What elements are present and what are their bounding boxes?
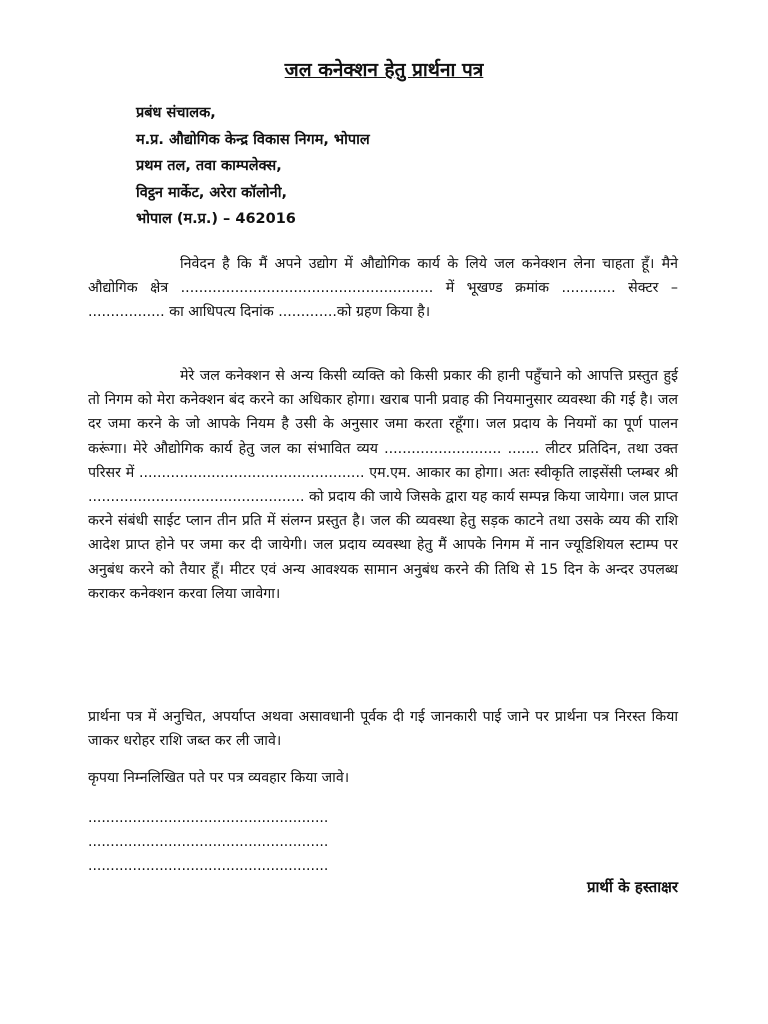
recipient-address <box>136 100 370 233</box>
blank-line-3: ...................................................... <box>88 858 329 874</box>
address-line-floor: प्रथम तल, तवा काम्पलेक्स, <box>136 158 282 174</box>
blank-line-2: ...................................................... <box>88 834 329 850</box>
address-line-designation: प्रबंध संचालक, <box>136 105 216 121</box>
applicant-address-blanks <box>88 806 328 878</box>
applicant-signature-label: प्रार्थी के हस्ताक्षर <box>587 878 678 896</box>
letter-title: जल कनेक्शन हेतु प्रार्थना पत्र <box>284 59 484 81</box>
paragraph-request: निवेदन है कि मैं अपने उद्योग में औद्योगिक कार्य के लिये जल कनेक्शन लेना चाहता हूँ। मैने औद्योगिक क्षेत्र ........................................................ में भूखण्ड क्रमांक ............ सेक्टर – ................. का आधिपत्य दिनांक .............को ग्रहण किया है। <box>88 256 678 321</box>
address-line-organization: म.प्र. औद्योगिक केन्द्र विकास निगम, भोपाल <box>136 131 370 148</box>
paragraph-terms: मेरे जल कनेक्शन से अन्य किसी व्यक्ति को किसी प्रकार की हानी पहुँचाने को आपत्ति प्रस्तुत हुई तो निगम को मेरा कनेक्शन बंद करने का अधिकार होगा। खराब पानी प्रवाह की नियमानुसार व्यवस्था की गई है। जल दर जमा करने के जो आपके नियम है उसी के अनुसार जमा करता रहूँगा। जल प्रदाय के नियमों का पूर्ण पालन करूंगा। मेरे औद्योगिक कार्य हेतु जल का संभावित व्यय .......................... ....... लीटर प्रतिदिन, तथा उक्त परिसर में .................................................. एम.एम. आकार का होगा। अतः स्वीकृति लाइसेंसी प्लम्बर श्री ................................................ को प्रदाय की जाये जिसके द्वारा यह कार्य सम्पन्न किया जायेगा। जल प्राप्त करने संबंधी साईट प्लान तीन प्रति में संलग्न प्रस्तुत है। जल की व्यवस्था हेतु सड़क काटने तथा उसके व्यय की राशि आदेश प्राप्त होने पर जमा कर दी जायेगी। जल प्रदाय व्यवस्था हेतु मैं आपके निगम में नान ज्यूडिशियल स्टाम्प पर अनुबंध करने को तैयार हूँ। मीटर एवं अन्य आवश्यक सामान अनुबंध करने की तिथि से 15 दिन के अन्दर उपलब्ध कराकर कनेक्शन करवा लिया जावेगा। <box>88 368 678 602</box>
address-line-market: विट्ठन मार्केट, अरेरा कॉलोनी, <box>136 184 287 201</box>
address-line-city: भोपाल (म.प्र.) – 462016 <box>136 211 296 227</box>
paragraph-declaration: प्रार्थना पत्र में अनुचित, अपर्याप्त अथवा असावधानी पूर्वक दी गई जानकारी पाई जाने पर प्रार्थना पत्र निरस्त किया जाकर धरोहर राशि जब्त कर ली जावे। <box>88 709 678 750</box>
blank-line-1: ...................................................... <box>88 810 329 826</box>
paragraph-correspondence: कृपया निम्नलिखित पते पर पत्र व्यवहार किया जावे। <box>88 770 350 786</box>
